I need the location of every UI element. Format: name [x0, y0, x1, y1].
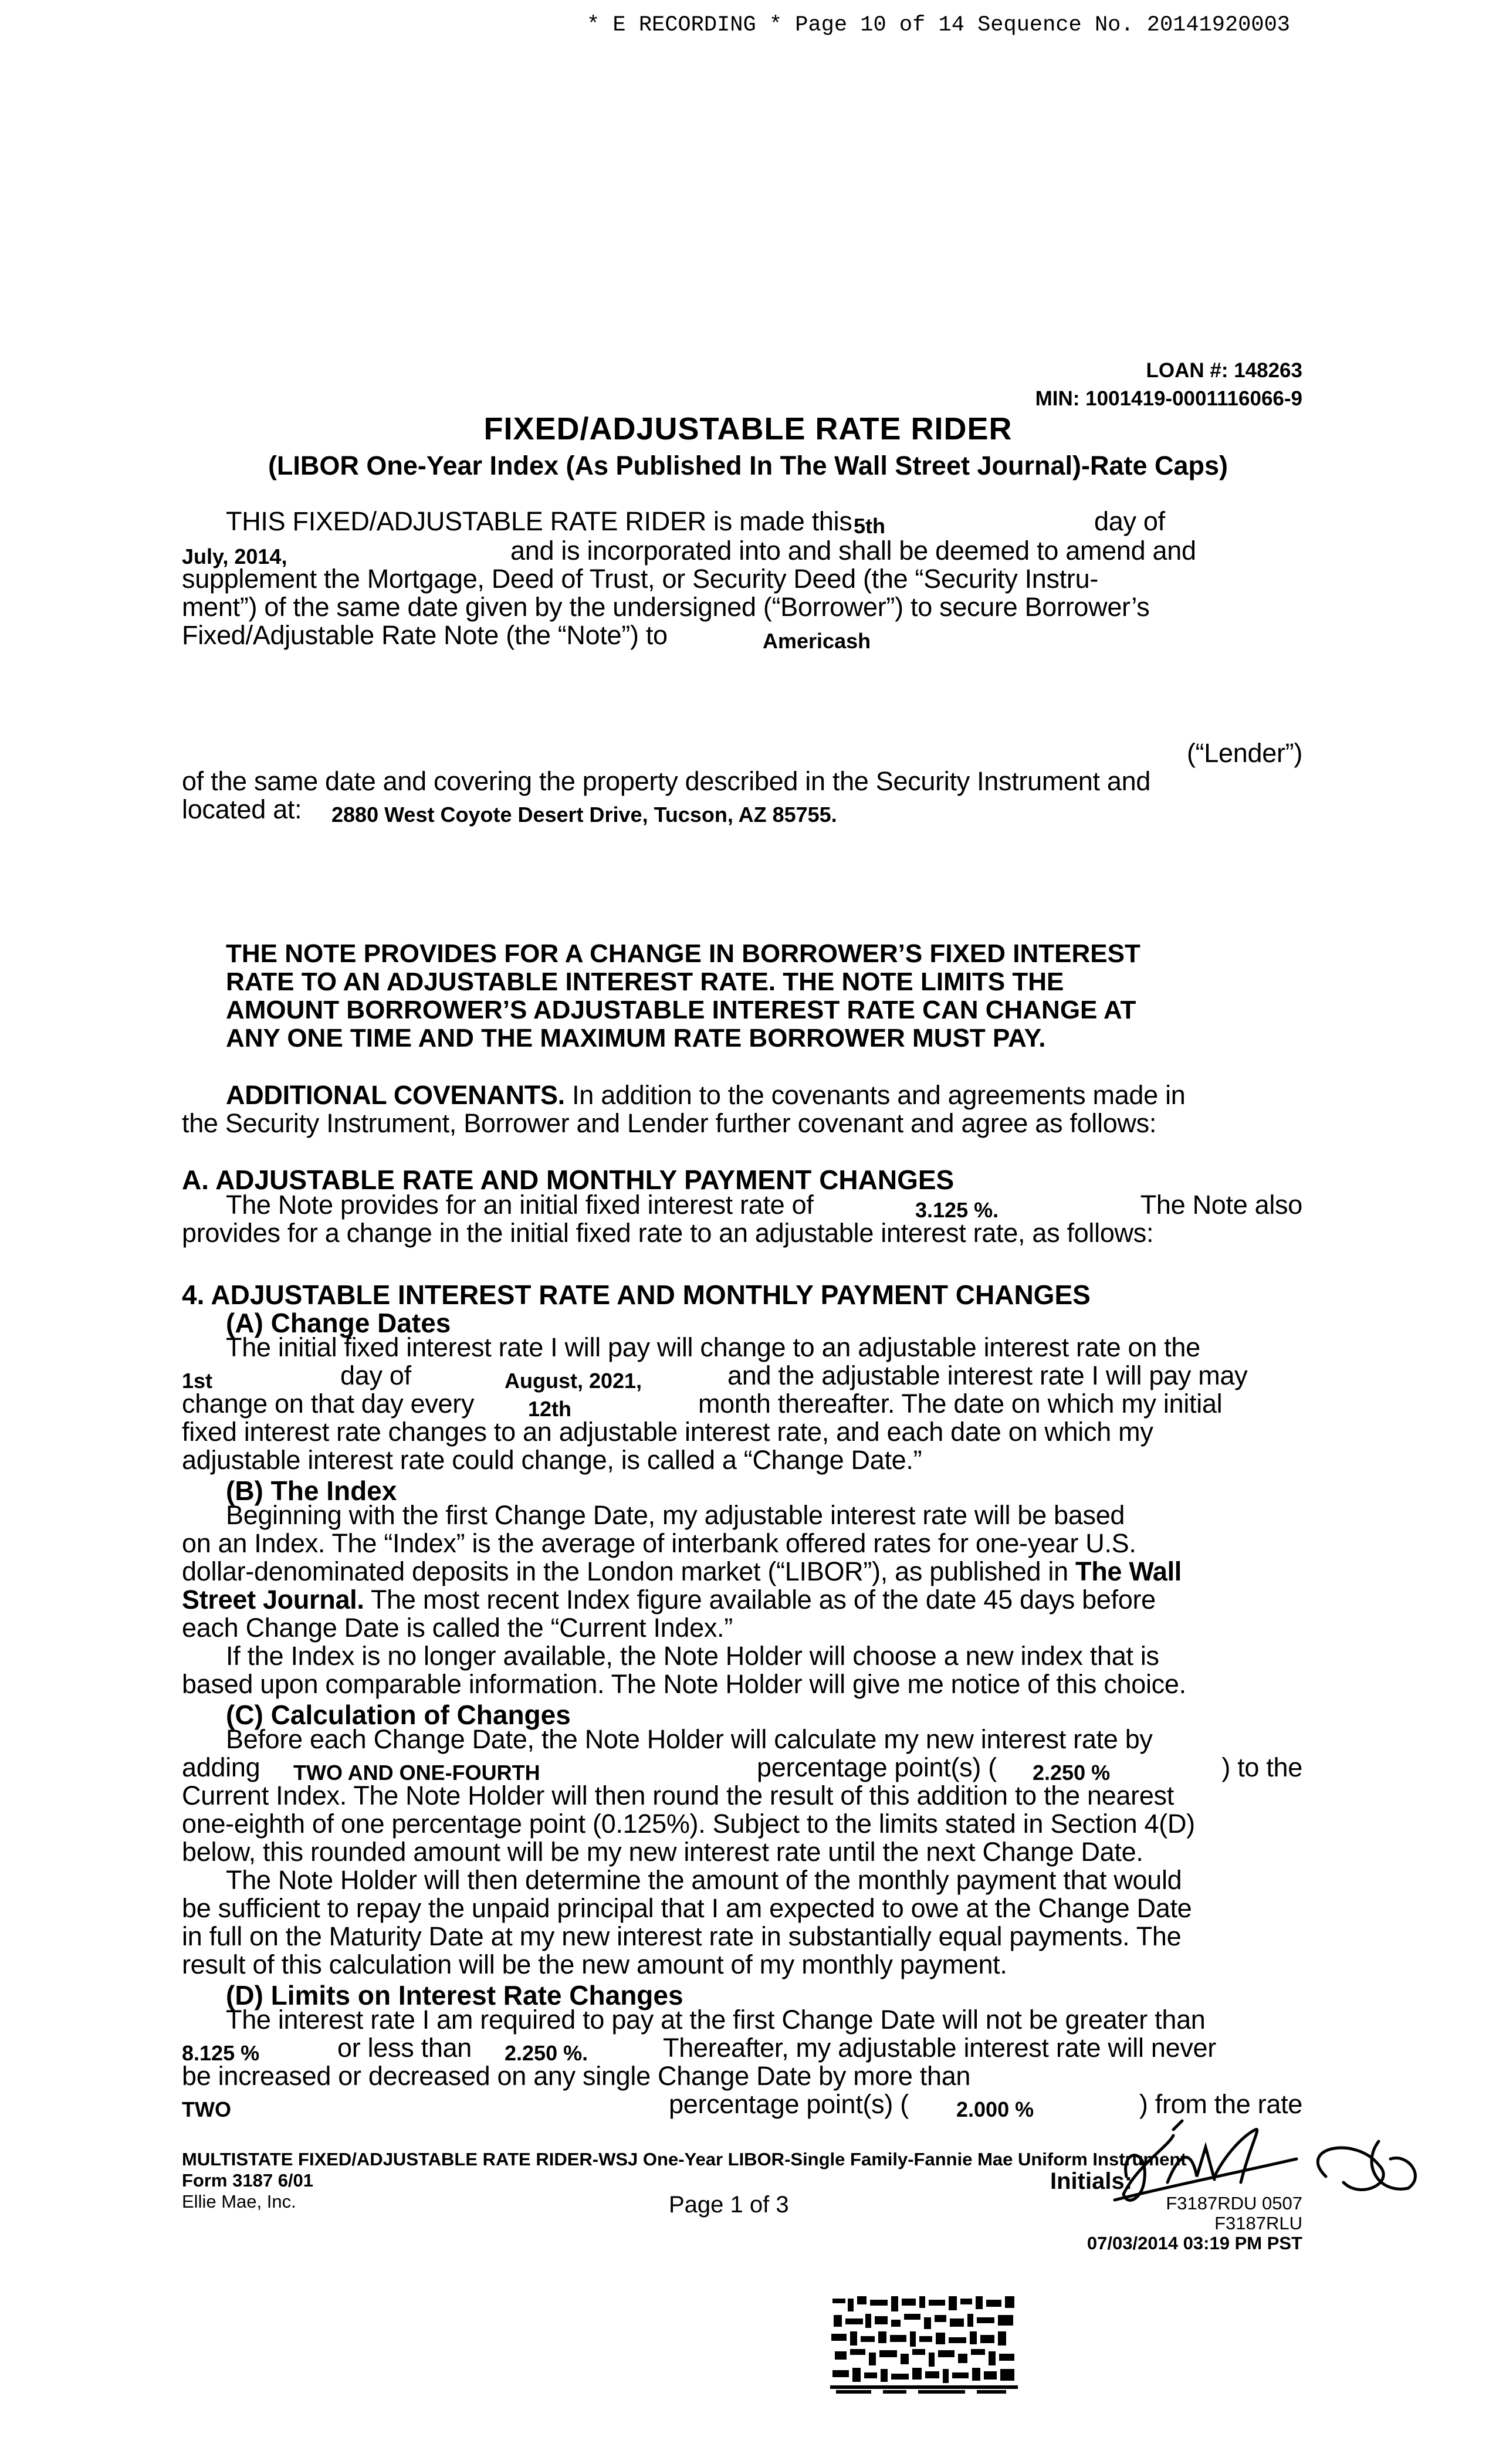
notice-line-4: ANY ONE TIME AND THE MAXIMUM RATE BORROWER MUST PAY. — [226, 1024, 1046, 1052]
limits-line-1: The interest rate I am required to pay at the first Change Date will not be greater than — [226, 2005, 1206, 2035]
notice-line-1: THE NOTE PROVIDES FOR A CHANGE IN BORROWER’S FIXED INTEREST — [226, 939, 1140, 968]
index-line-6: If the Index is no longer available, the Note Holder will choose a new index that is — [226, 1641, 1159, 1671]
wsj-name-2: Street Journal. — [182, 1585, 364, 1615]
index-line-5: each Change Date is called the “Current Index.” — [182, 1613, 733, 1643]
covenants-line-1 — [226, 1081, 1186, 1109]
intro-line-1 — [226, 507, 852, 536]
calculation-line-5: below, this rounded amount will be my new interest rate until the next Change Date. — [182, 1837, 1143, 1867]
vendor-name: Ellie Mae, Inc. — [182, 2191, 296, 2212]
intro-line-3: supplement the Mortgage, Deed of Trust, or Security Deed (the “Security Instru- — [182, 564, 1099, 594]
recording-header: * E RECORDING * Page 10 of 14 Sequence No. 20141920003 — [587, 13, 1290, 38]
change-dates-line-5: adjustable interest rate could change, is called a “Change Date.” — [182, 1445, 922, 1475]
document-title: FIXED/ADJUSTABLE RATE RIDER — [483, 411, 1013, 446]
form-code-1: F3187RDU 0507 — [1166, 2193, 1302, 2213]
notice-line-2: RATE TO AN ADJUSTABLE INTEREST RATE. THE NOTE LIMITS THE — [226, 967, 1064, 996]
calculation-to-the: ) to the — [1221, 1752, 1302, 1782]
rider-day: 5th — [854, 514, 885, 538]
change-dates-day-of: day of — [340, 1360, 411, 1390]
initials-label: Initials: — [1050, 2168, 1133, 2194]
borrower-initials — [1103, 2112, 1431, 2223]
max-first-rate: 8.125 % — [182, 2041, 260, 2065]
margin-words: TWO AND ONE-FOURTH — [293, 1761, 540, 1785]
index-line-1: Beginning with the first Change Date, my adjustable interest rate will be based — [226, 1500, 1125, 1530]
calculation-line-8: in full on the Maturity Date at my new interest rate in substantially equal payments. The — [182, 1921, 1182, 1951]
wsj-name-1: The Wall — [1075, 1556, 1182, 1586]
margin-percent: 2.250 % — [1033, 1761, 1111, 1785]
form-code-2: F3187RLU — [1214, 2213, 1302, 2233]
limits-from-rate: ) from the rate — [1139, 2089, 1302, 2119]
rider-date: July, 2014, — [182, 544, 287, 568]
section-a-line-2: provides for a change in the initial fixed rate to an adjustable interest rate, as follows: — [182, 1218, 1154, 1248]
calculation-line-3: Current Index. The Note Holder will then round the result of this addition to the nearest — [182, 1781, 1174, 1810]
covenants-line-2: the Security Instrument, Borrower and Lender further covenant and agree as follows: — [182, 1108, 1157, 1138]
section-4-heading: 4. ADJUSTABLE INTEREST RATE AND MONTHLY PAYMENT CHANGES — [182, 1280, 1091, 1310]
change-dates-line-1: The initial fixed interest rate I will pay will change to an adjustable interest rate on the — [226, 1332, 1200, 1362]
index-line-3 — [182, 1558, 1182, 1586]
calculation-heading: (C) Calculation of Changes — [226, 1700, 571, 1730]
initial-rate: 3.125 %. — [915, 1198, 999, 1222]
calculation-line-6: The Note Holder will then determine the amount of the monthly payment that would — [226, 1865, 1182, 1895]
loan-number: LOAN #: 148263 — [1146, 359, 1302, 382]
periodic-cap-words: TWO — [182, 2097, 231, 2121]
limits-pp: percentage point(s) ( — [669, 2089, 909, 2119]
calculation-line-9: result of this calculation will be the new amount of my monthly payment. — [182, 1949, 1007, 1979]
covenants-heading: ADDITIONAL COVENANTS. — [226, 1080, 565, 1110]
intro-line-6: of the same date and covering the property described in the Security Instrument and — [182, 766, 1151, 796]
section-a-heading: A. ADJUSTABLE RATE AND MONTHLY PAYMENT CHANGES — [182, 1165, 955, 1195]
index-line-4 — [182, 1586, 1156, 1614]
intro-line-2: and is incorporated into and shall be deemed to amend and — [510, 536, 1196, 566]
change-day: 1st — [182, 1369, 213, 1393]
page-number: Page 1 of 3 — [669, 2192, 789, 2218]
intro-text: THIS FIXED/ADJUSTABLE RATE RIDER is made this — [226, 506, 852, 536]
index-line-7: based upon comparable information. The Note Holder will give me notice of this choice. — [182, 1669, 1186, 1699]
change-dates-heading: (A) Change Dates — [226, 1308, 451, 1338]
print-timestamp: 07/03/2014 03:19 PM PST — [1087, 2233, 1302, 2253]
intro-line-5: Fixed/Adjustable Rate Note (the “Note”) to — [182, 620, 668, 650]
intro-day-of: day of — [1094, 506, 1165, 536]
min-number: MIN: 1001419-0001116066-9 — [1035, 387, 1302, 410]
covenants-text: In addition to the covenants and agreements made in — [572, 1080, 1186, 1110]
change-dates-line-4: fixed interest rate changes to an adjustable interest rate, and each date on which my — [182, 1417, 1153, 1447]
intro-line-7: located at: — [182, 794, 302, 824]
lender-name: Americash — [763, 629, 871, 653]
min-first-rate: 2.250 %. — [505, 2041, 588, 2065]
intro-line-4: ment”) of the same date given by the undersigned (“Borrower”) to secure Borrower’s — [182, 592, 1150, 622]
barcode — [830, 2295, 1018, 2395]
calculation-line-4: one-eighth of one percentage point (0.125%). Subject to the limits stated in Section 4(D) — [182, 1809, 1195, 1839]
document-subtitle: (LIBOR One-Year Index (As Published In The Wall Street Journal)-Rate Caps) — [268, 451, 1228, 480]
first-change-date: August, 2021, — [505, 1369, 642, 1393]
limits-or-less: or less than — [337, 2033, 472, 2063]
section-a-note-also: The Note also — [1140, 1190, 1302, 1220]
periodic-cap-percent: 2.000 % — [956, 2097, 1034, 2121]
index-line-2: on an Index. The “Index” is the average of interbank offered rates for one-year U.S. — [182, 1528, 1136, 1558]
limits-line-2: Thereafter, my adjustable interest rate will never — [663, 2033, 1216, 2063]
calculation-line-1: Before each Change Date, the Note Holder will calculate my new interest rate by — [226, 1724, 1153, 1754]
calculation-pp: percentage point(s) ( — [757, 1752, 997, 1782]
form-title: MULTISTATE FIXED/ADJUSTABLE RATE RIDER-WSJ One-Year LIBOR-Single Family-Fannie Mae Uniform Instrument — [182, 2149, 1187, 2169]
index-line-3-text: dollar-denominated deposits in the London market (“LIBOR”), as published in — [182, 1556, 1068, 1586]
form-number: Form 3187 6/01 — [182, 2170, 314, 2191]
calculation-adding: adding — [182, 1752, 260, 1782]
change-dates-line-3b: month thereafter. The date on which my initial — [698, 1389, 1223, 1419]
lender-tag: (“Lender”) — [1186, 738, 1302, 768]
calculation-line-7: be sufficient to repay the unpaid principal that I am expected to owe at the Change Date — [182, 1893, 1192, 1923]
limits-heading: (D) Limits on Interest Rate Changes — [226, 1980, 683, 2011]
index-heading: (B) The Index — [226, 1475, 397, 1506]
index-line-4-text: The most recent Index figure available as of the date 45 days before — [370, 1585, 1156, 1615]
change-dates-line-2: and the adjustable interest rate I will pay may — [727, 1360, 1248, 1390]
limits-line-3: be increased or decreased on any single Change Date by more than — [182, 2061, 971, 2091]
change-frequency: 12th — [528, 1397, 572, 1421]
section-a-line-1: The Note provides for an initial fixed interest rate of — [226, 1190, 814, 1220]
notice-line-3: AMOUNT BORROWER’S ADJUSTABLE INTEREST RATE CAN CHANGE AT — [226, 996, 1136, 1024]
change-dates-line-3a: change on that day every — [182, 1389, 475, 1419]
property-address: 2880 West Coyote Desert Drive, Tucson, AZ 85755. — [331, 803, 837, 827]
